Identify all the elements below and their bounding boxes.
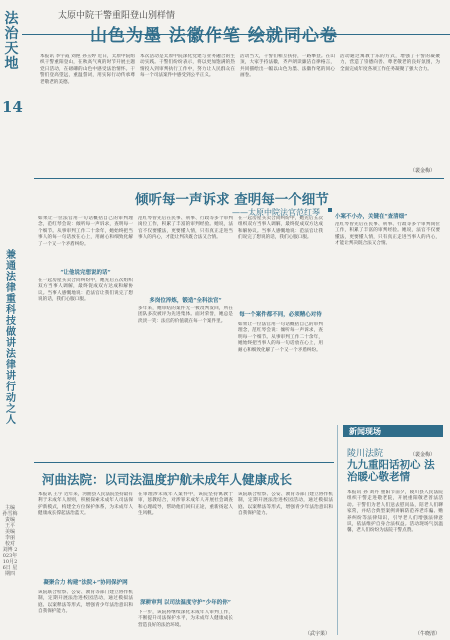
- page-number: 14: [2, 98, 23, 116]
- edition-info: 主编 孙雪梅 责编 王平 美编 李丽 校对 刘博 2023年10月26日 星期四: [2, 505, 18, 577]
- bottom-author: （武宇果）: [305, 631, 331, 637]
- mid-subhead-3: 每一个案件都不同，必须精心对待: [239, 312, 322, 318]
- top-headline: 山色为墨 法徽作笔 绘就同心卷: [90, 26, 338, 46]
- news-author: （牛晓清）: [415, 631, 441, 637]
- column-divider: [337, 425, 338, 635]
- section-divider: [34, 178, 444, 179]
- news-kicker: 陵川法院: [347, 449, 384, 459]
- bottom-col-2b: 下一步，该院将继续深化未成年人审判工作，不断提升司法保护水平，为未成年人健康成长营造良好的法治环境。: [138, 610, 233, 628]
- mid-col-2a: 范红琴曾先后在民事、刑事、行政等多个审判岗位工作，积累了丰富的审判经验。她说，法官不仅要懂法，更要懂人情，只有真正走进当事人的内心，才能让判决既合法又合情。: [138, 216, 233, 241]
- column-name: 法治天地: [4, 11, 19, 72]
- top-col-4: 活动通过寓教于乐的方式，增强了干警的凝聚力，营造了崇德向善、尊老敬老的良好氛围，为全面完成年度各项工作任务凝聚了强大合力。: [340, 54, 440, 72]
- top-col-2: 本次活动是太原中院深化党建与业务融合的生动实践。干警们纷纷表示，将以更加饱满的热情投入到审判执行工作中，努力让人民群众在每一个司法案件中感受到公平正义。: [140, 54, 235, 79]
- slogan: 兼通法律重科技 做讲法律讲行动之人: [6, 250, 16, 426]
- top-kicker: 太原中院干警重阳登山别样情: [58, 11, 176, 21]
- mid-subhead-1: “让他说完想说的话”: [60, 270, 111, 276]
- speech-bubble-icon: [328, 208, 332, 212]
- mid-col-1b: 在一起房屋买卖合同纠纷中，她先后五次组织双方当事人调解，最终促成双方达成和解协议。当事人感慨地说：范法官让我们说完了想说的话，我们心服口服。: [38, 278, 133, 303]
- bottom-col-2: 在审理涉未成年人案件中，该院坚持寓教于审，惩教结合，对涉罪未成年人开展社会调查和心理疏导，帮助他们回归正途，重新扬起人生风帆。: [138, 492, 233, 517]
- mid-subhead-2: 多岗位淬炼，锻造“全科法官”: [149, 298, 222, 304]
- top-author: （裴金梅）: [410, 168, 436, 174]
- bottom-col-3: 该院联合检察、公安、教育等部门建立协作机制，定期开展法治进校园活动，通过模拟法庭、以案释法等形式，增强青少年法治意识和自我保护能力。: [238, 492, 333, 517]
- top-col-1: 本报讯 李宇霞 刘艳 孙玉婷 近日，太原中院组织干警重阳登山，在秋高气爽的时节开展主题党日活动，在磅礴的山色中感受法治情怀。干警们登高望远，重温誓词，用实际行动传承尊老敬老的美德。: [40, 54, 135, 85]
- bottom-subhead-1: 凝聚合力 构建“法院+”协同保护网: [43, 580, 128, 586]
- mid-col-3a: 在一起房屋买卖合同纠纷中，她先后五次组织双方当事人调解，最终促成双方达成和解协议。当事人感慨地说：范法官让我们说完了想说的话，我们心服口服。: [238, 216, 323, 241]
- mid-subtitle: ——太原中院法官范红琴: [232, 208, 320, 217]
- mid-author: （裴金梅）: [410, 452, 436, 458]
- bottom-headline: 河曲法院：以司法温度护航未成年人健康成长: [42, 472, 293, 487]
- bottom-subhead-2: 深耕审判 以司法温度守护“少年的你”: [140, 600, 231, 606]
- mid-col-3b: 如果让一位法官用一句话概括自己的审判理念，范红琴会说：倾听每一声诉求，查明每一个细节。从事审判工作二十余年，她始终把当事人的每一句话放在心上，用耐心和细致化解了一个又一个矛盾纠纷。: [238, 322, 323, 353]
- mid-quote-title: 小案不小办，关键在“查清细”: [335, 214, 408, 220]
- mid-col-2b: 多年来，她审结的案件无一被改判发回，所在团队多次被评为先进集体。面对荣誉，她总是淡淡一笑：法官的价值就在每一个案件里。: [138, 306, 233, 324]
- mid-col-4: 范红琴曾先后在民事、刑事、行政等多个审判岗位工作，积累了丰富的审判经验。她说，法官不仅要懂法，更要懂人情，只有真正走进当事人的内心，才能让判决既合法又合情。: [335, 222, 440, 247]
- bottom-col-1: 本报讯 王宇 近年来，河曲县人民法院坚持最有利于未成年人原则，积极探索未成年人司法保护新模式，构建全方位保护体系，为未成年人健康成长撑起法治蓝天。: [38, 492, 133, 517]
- sidebar: [0, 0, 22, 640]
- news-title: 九九重阳话初心 法治暖心敬老情: [347, 459, 435, 483]
- section-divider-2: [34, 462, 334, 463]
- news-scene-bar: 新闻现场: [343, 425, 443, 437]
- news-body: 本报讯 孙 刘丹 重阳节前夕，陵川县人民法院组织干警走进敬老院，开展重阳敬老普法活动。干警们为老人们送去慰问品，陪老人们聊家常，并结合典型案例讲解防范养老诈骗、赡养纠纷等法律知识，引导老人们增强法律意识，依法维护自身合法权益。活动现场气氛温馨，老人们纷纷为法院干警点赞。: [347, 490, 443, 534]
- mid-col-1a: 如果让一位法官用一句话概括自己的审判理念，范红琴会说：倾听每一声诉求，查明每一个细节。从事审判工作二十余年，她始终把当事人的每一句话放在心上，用耐心和细致化解了一个又一个矛盾纠纷。: [38, 216, 133, 247]
- top-col-3: 活动当天，干警们相互扶持，一路攀登。在山顶，大家手持法徽，齐声朗读廉洁自律格言，共同描绘出一幅以山色为墨、法徽作笔的同心画卷。: [240, 54, 335, 79]
- mid-headline: 倾听每一声诉求 查明每一个细节: [135, 192, 329, 208]
- bottom-col-1b: 该院联合检察、公安、教育等部门建立协作机制，定期开展法治进校园活动，通过模拟法庭、以案释法等形式，增强青少年法治意识和自我保护能力。: [38, 590, 133, 615]
